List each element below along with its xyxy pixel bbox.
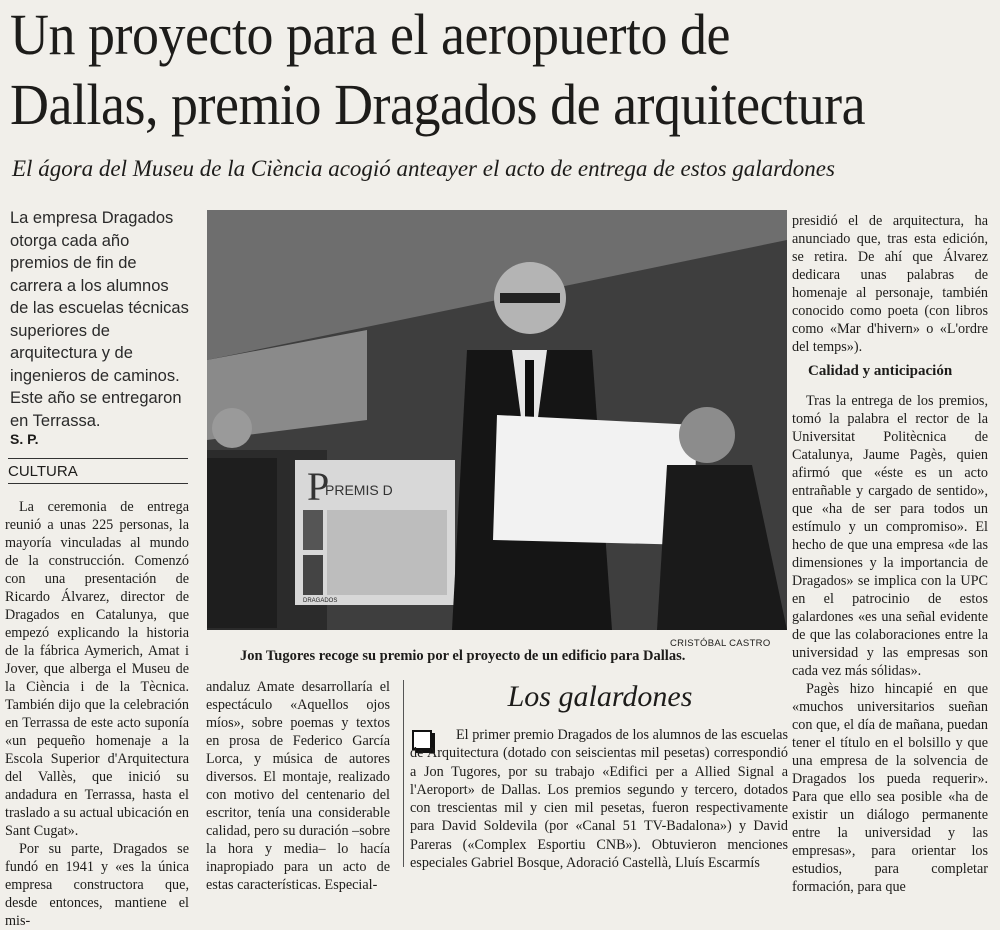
section-label: CULTURA <box>8 458 188 484</box>
headline-line-1: Un proyecto para el aeropuerto de <box>10 2 730 67</box>
news-photo <box>207 210 787 630</box>
lead-paragraph: La empresa Dragados otorga cada año premios de fin de carrera a los alumnos de las escuelas técnicas superiores de arquitectura y de ingenieros de caminos. Este año se entregaron en Terrassa. <box>10 209 189 430</box>
body-paragraph: La ceremonia de entrega reunió a unas 225 personas, la mayoría vinculadas al mundo de la construcción. Comenzó con una presentación de Ricardo Álvarez, director de Dragados en Catalunya, que empezó explicando la historia de la fábrica Aymerich, Amat i Jover, que alberga el Museu de la Ciència i de la Tècnica. También dijo que la celebración en Terrassa de este acto suponía «un pequeño homenaje a la Escola Superior d'Arquitectura del Vallès, que inició su andadura en Terrassa, hasta el traslado a su actual ubicación en Sant Cugat». <box>5 499 189 839</box>
body-paragraph: Por su parte, Dragados se fundó en 1941 y «es la única empresa constructora que, desde entonces, mantiene el mis- <box>5 841 189 929</box>
body-paragraph: Pagès hizo hincapié en que «muchos universitarios sueñan con que, el día de mañana, puedan tener el título en el bolsillo y que una empresa de la solvencia de Dragados los pueda requerir». Para que ello sea posible «ha de existir un diálogo permanente entre la universidad y las empresas», para orientar los estudios, para completar formación, para que <box>792 681 988 895</box>
headline-line-2: Dallas, premio Dragados de arquitectura <box>10 72 866 137</box>
body-column-1 <box>5 498 189 930</box>
award-banner <box>295 460 455 605</box>
headline <box>10 0 926 140</box>
body-paragraph: presidió el de arquitectura, ha anunciado que, tras esta edición, se retira. De ahí que Álvarez dedicara unas palabras de homenaje al personaje, también conocido como poeta (con libros como «Mar d'hivern» o «L'ordre del temps»). <box>792 213 988 355</box>
body-column-3-continued <box>792 392 988 896</box>
body-column-3 <box>792 212 988 356</box>
body-paragraph: Tras la entrega de los premios, tomó la palabra el rector de la Universitat Politècnica de Catalunya, Jaume Pagès, quien afirmó que «éste es un acto entrañable y cargado de sentido», que «ha de ser para todos un estímulo y un compromiso». El hecho de que una empresa «de las dimensiones y la importancia de Dragados» se implica con la UPC en el patrocinio de estos galardones «es una señal evidente de que las colaboraciones entre la universidad y las empresas son cada vez más sólidas». <box>792 393 988 679</box>
column-divider <box>403 680 404 867</box>
svg-text:P: P <box>307 464 330 509</box>
banner-text: PREMIS D <box>325 482 393 498</box>
banner-logo: DRAGADOS <box>303 598 338 604</box>
section-subtitle: Calidad y anticipación <box>808 363 953 379</box>
body-column-2 <box>206 678 390 894</box>
subheadline: El ágora del Museu de la Ciència acogió anteayer el acto de entrega de estos galardones <box>12 156 835 181</box>
sidebar-text: El primer premio Dragados de los alumnos de las escuelas de Arquitectura (dotado con seiscientas mil pesetas) correspondió a Jon Tugores, por su trabajo «Edifici per a Allied Signal a l'Aeroport» de Dallas. Los premios segundo y tercero, dotados con trescientas mil y cien mil pesetas, fueron respectivamente para David Soldevila (por «Canal 51 TV-Badalona») y David Pareras («Complex Esportiu CNB»). Obtuvieron menciones especiales Gabriel Bosque, Adoració Castellà, Lluís Escarmís <box>410 727 788 872</box>
photo-caption: Jon Tugores recoge su premio por el proyecto de un edificio para Dallas. <box>240 648 686 664</box>
photo-credit: CRISTÓBAL CASTRO <box>670 638 771 649</box>
photo-illustration <box>207 210 787 630</box>
byline: S. P. <box>10 431 39 447</box>
sidebar-title: Los galardones <box>507 680 693 713</box>
body-paragraph: andaluz Amate desarrollaría el espectáculo «Aquellos ojos míos», sobre poemas y textos en prosa de Federico García Lorca, y música de autores diversos. El montaje, realizado con motivo del centenario del escritor, tenía una considerable calidad, pero su duración –sobre la hora y media– lo hacía inapropiado para un acto de estas características. Especial- <box>206 679 390 893</box>
